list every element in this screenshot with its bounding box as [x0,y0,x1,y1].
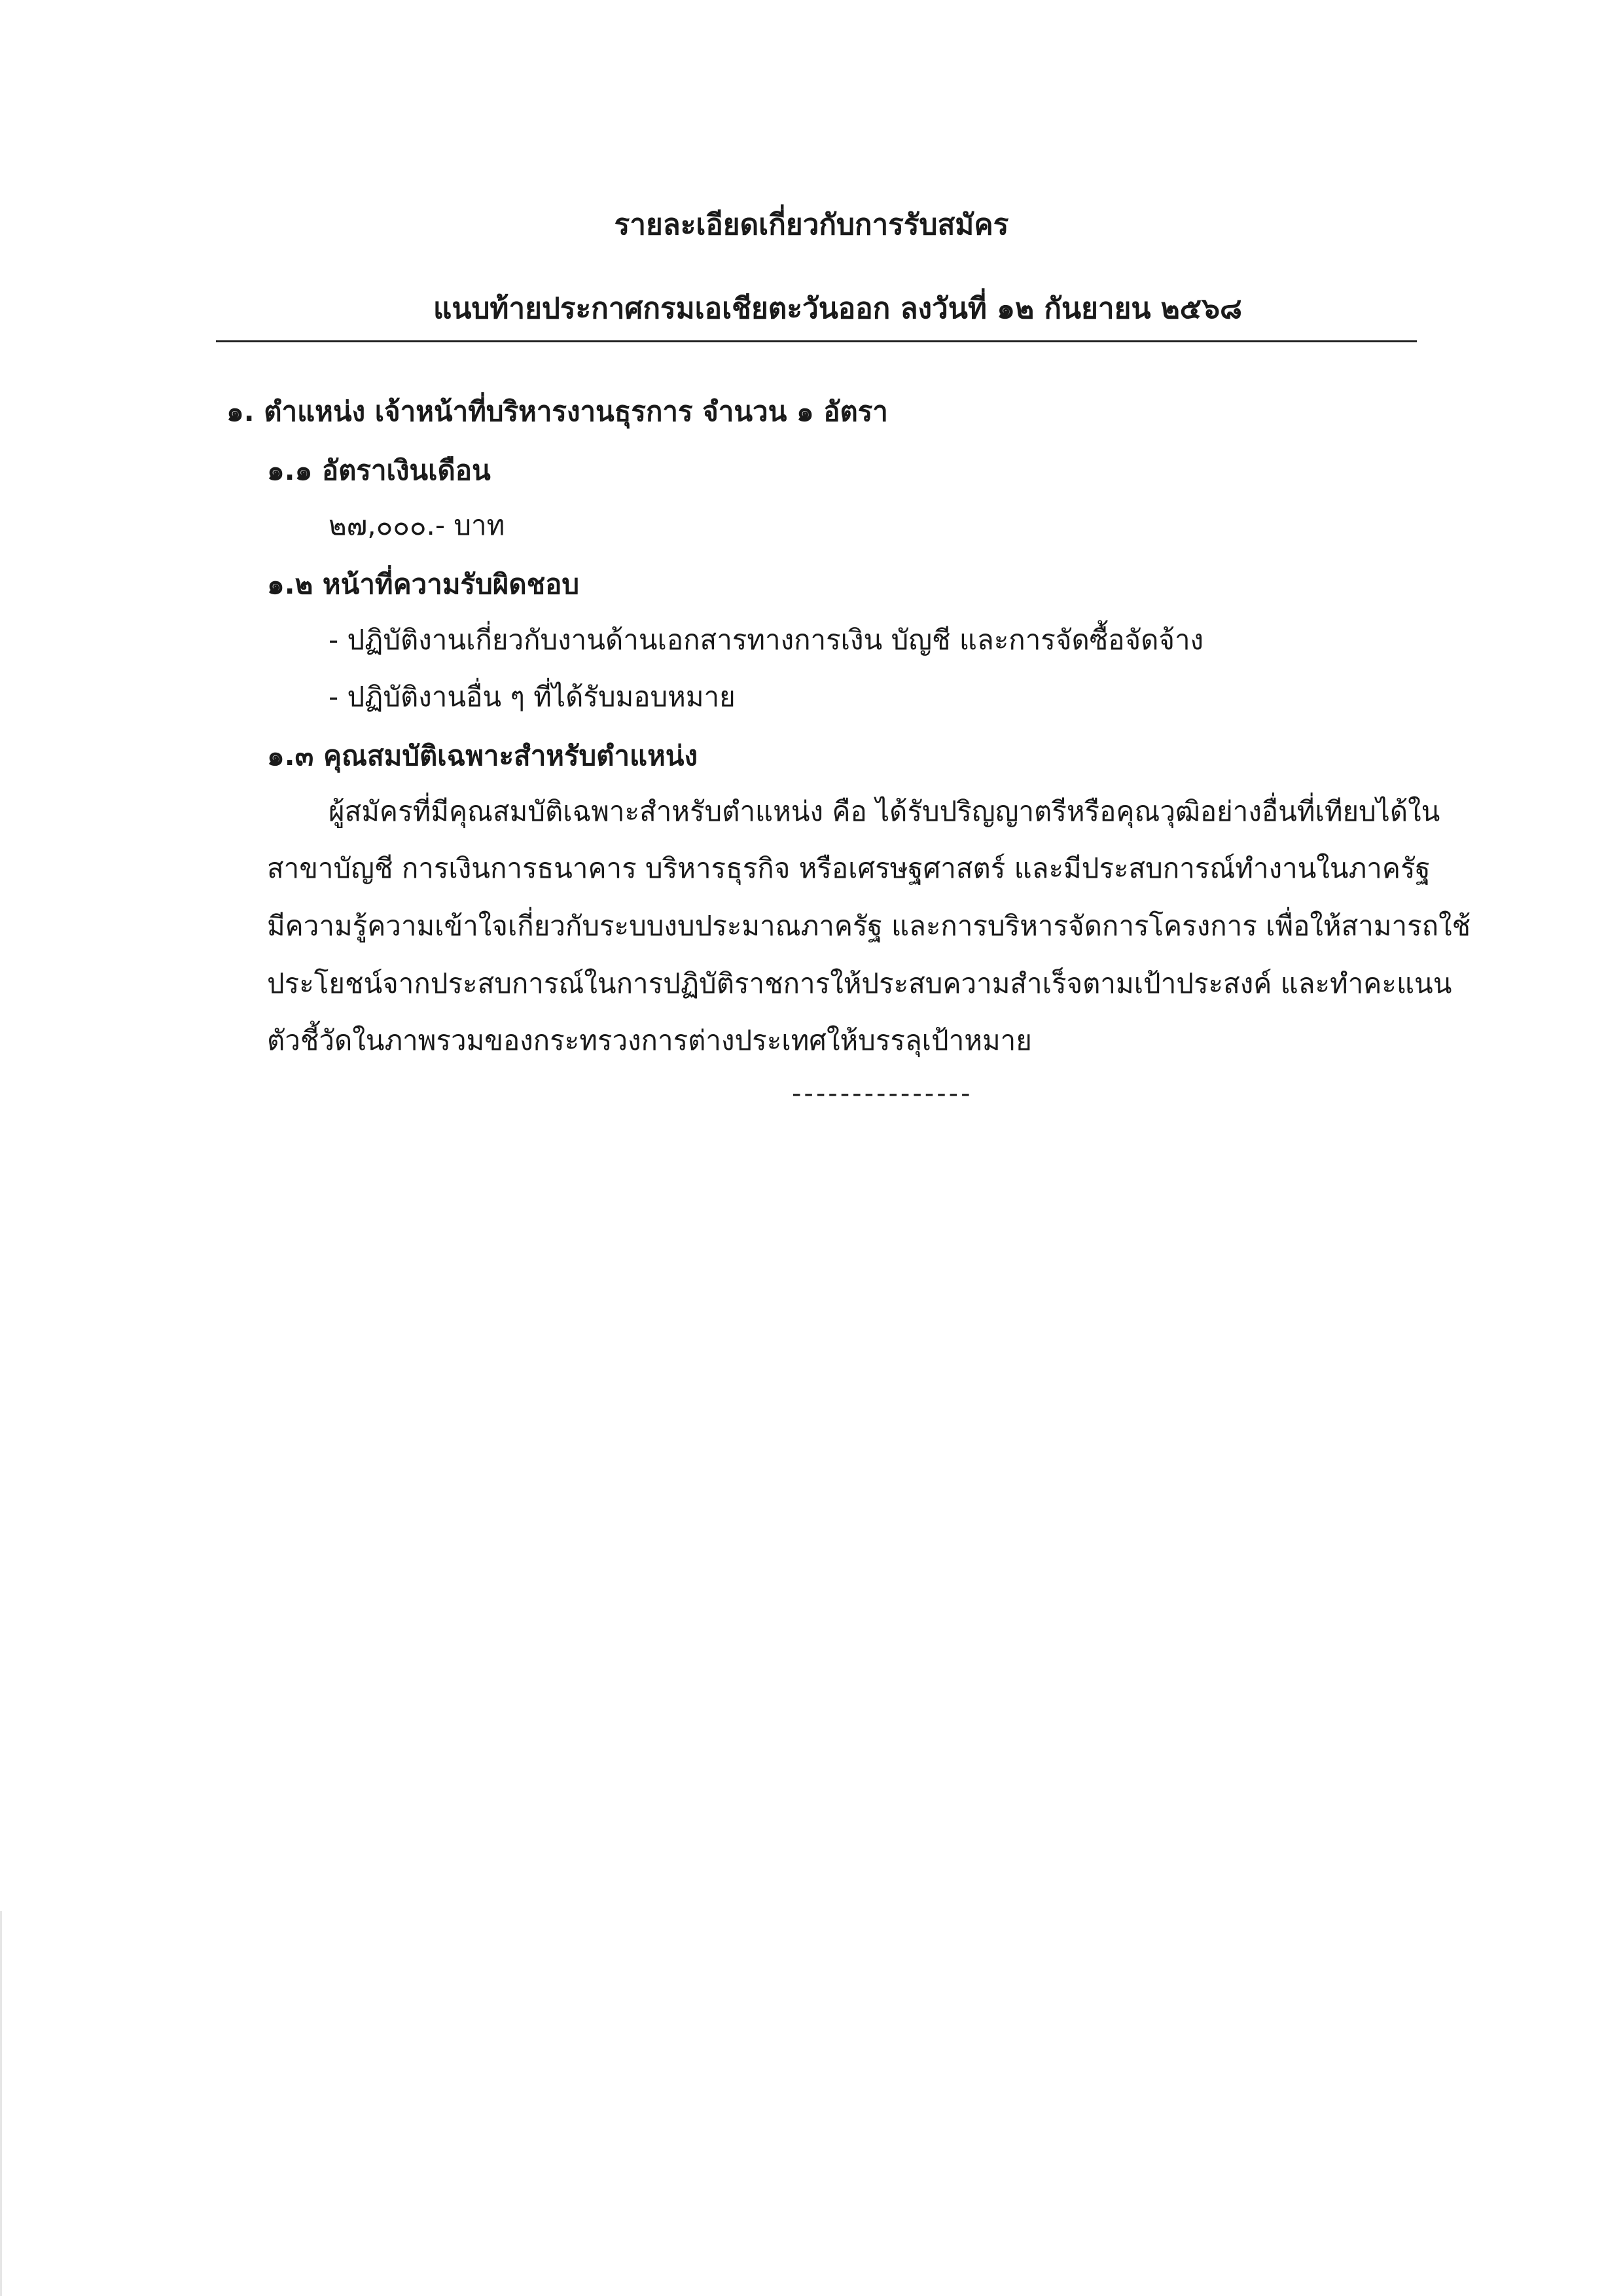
duty-item: - ปฏิบัติงานเกี่ยวกับงานด้านเอกสารทางการเงิน บัญชี และการจัดซื้อจัดจ้าง [329,624,1204,656]
salary-heading: ๑.๑ อัตราเงินเดือน [267,454,491,486]
qualifications-heading: ๑.๓ คุณสมบัติเฉพาะสำหรับตำแหน่ง [267,740,698,772]
qualifications-line: ประโยชน์จากประสบการณ์ในการปฏิบัติราชการให้ประสบความสำเร็จตามเป้าประสงค์ และทำคะแนน [267,967,1452,999]
duties-heading: ๑.๒ หน้าที่ความรับผิดชอบ [267,568,580,600]
document-subtitle: แนบท้ายประกาศกรมเอเชียตะวันออก ลงวันที่ ๑๒ กันยายน ๒๕๖๘ [433,292,1242,325]
duty-item: - ปฏิบัติงานอื่น ๆ ที่ได้รับมอบหมาย [329,681,736,713]
qualifications-line: มีความรู้ความเข้าใจเกี่ยวกับระบบงบประมาณภาครัฐ และการบริหารจัดการโครงการ เพื่อให้สามารถใช้ [267,910,1471,942]
scan-edge-artifact [0,1911,2,2296]
salary-value: ๒๗,๐๐๐.- บาท [329,509,505,541]
end-of-document-marker: --------------- [792,1079,973,1109]
header-divider [216,340,1417,342]
qualifications-line: ตัวชี้วัดในภาพรวมของกระทรวงการต่างประเทศให้บรรลุเป้าหมาย [267,1024,1032,1056]
document-title: รายละเอียดเกี่ยวกับการรับสมัคร [614,208,1009,242]
qualifications-line: สาขาบัญชี การเงินการธนาคาร บริหารธุรกิจ หรือเศรษฐศาสตร์ และมีประสบการณ์ทำงานในภาครัฐ [267,852,1431,884]
qualifications-line: ผู้สมัครที่มีคุณสมบัติเฉพาะสำหรับตำแหน่ง คือ ได้รับปริญญาตรีหรือคุณวุฒิอย่างอื่นที่เทียบได้ใน [329,795,1440,827]
position-heading: ๑. ตำแหน่ง เจ้าหน้าที่บริหารงานธุรการ จำนวน ๑ อัตรา [226,395,888,427]
